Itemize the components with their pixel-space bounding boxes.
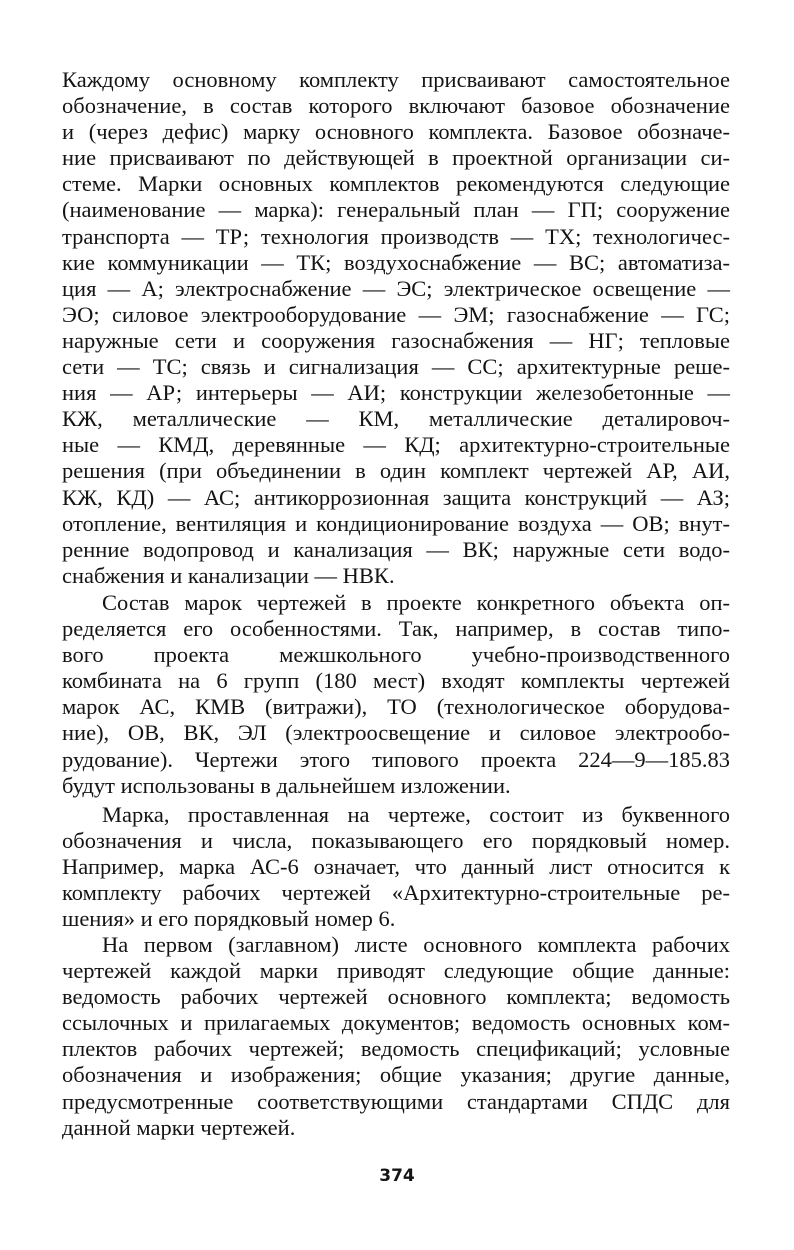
text-line: чертежей каждой марки приводят следующие общие данные: — [62, 958, 730, 984]
text-line: отопление, вентиляция и кондиционирование воздуха — ОВ; внут- — [62, 510, 730, 536]
text-line: ние), ОВ, ВК, ЭЛ (электроосвещение и силовое электрообо- — [62, 720, 730, 746]
text-line: обозначения и изображения; общие указания; другие данные, — [62, 1062, 730, 1088]
text-line: обозначение, в состав которого включают базовое обозначение — [62, 93, 730, 119]
text-line: Например, марка АС-6 означает, что данный лист относится к — [62, 854, 730, 880]
text-line: На первом (заглавном) листе основного комплекта рабочих — [102, 932, 730, 957]
text-line: предусмотренные соответствующими стандартами СПДС для — [62, 1088, 730, 1114]
text-line: транспорта — ТР; технология производств — ТХ; технологичес- — [62, 223, 730, 249]
text-line: шения» и его порядковый номер 6. — [62, 906, 396, 932]
text-line: сети — ТС; связь и сигнализация — СС; архитектурные реше- — [62, 354, 730, 380]
text-line: решения (при объединении в один комплект чертежей АР, АИ, — [62, 458, 730, 484]
text-line: ные — КМД, деревянные — КД; архитектурно-строительные — [62, 432, 730, 458]
text-line: снабжения и канализации — НВК. — [62, 562, 395, 588]
text-line: ЭО; силовое электрооборудование — ЭМ; газоснабжение — ГС; — [62, 301, 730, 327]
text-line: кие коммуникации — ТК; воздухоснабжение — ВС; автоматиза- — [62, 249, 730, 275]
paragraph-3 — [62, 802, 730, 932]
text-line: КЖ, КД) — АС; антикоррозионная защита конструкций — АЗ; — [62, 484, 730, 510]
text-line: ренние водопровод и канализация — ВК; наружные сети водо- — [62, 536, 730, 562]
paragraph-1 — [62, 67, 730, 589]
text-line: ределяется его особенностями. Так, например, в состав типо- — [62, 616, 730, 642]
page-number: 374 — [379, 1166, 415, 1186]
text-line: обозначения и числа, показывающего его порядковый номер. — [62, 828, 730, 854]
text-line: данной марки чертежей. — [62, 1114, 296, 1140]
text-line: вого проекта межшкольного учебно-производственного — [62, 642, 730, 668]
text-line: ведомость рабочих чертежей основного комплекта; ведомость — [62, 984, 730, 1010]
text-line: Каждому основному комплекту присваивают самостоятельное — [62, 67, 730, 92]
text-line: ссылочных и прилагаемых документов; ведомость основных ком- — [62, 1010, 730, 1036]
text-line: стеме. Марки основных комплектов рекомендуются следующие — [62, 171, 730, 197]
text-line: комбината на 6 групп (180 мест) входят комплекты чертежей — [62, 668, 730, 694]
text-line: марок АС, КМВ (витражи), ТО (технологическое оборудова- — [62, 694, 730, 720]
text-line: (наименование — марка): генеральный план — ГП; сооружение — [62, 197, 730, 223]
text-line: и (через дефис) марку основного комплекта. Базовое обозначе- — [62, 119, 730, 145]
text-line: ция — А; электроснабжение — ЭС; электрическое освещение — — [62, 275, 730, 301]
text-line: наружные сети и сооружения газоснабжения — НГ; тепловые — [62, 327, 730, 353]
text-line: ния — АР; интерьеры — АИ; конструкции железобетонные — — [62, 380, 730, 406]
text-line: будут использованы в дальнейшем изложении. — [62, 772, 511, 798]
text-line: КЖ, металлические — КМ, металлические деталировоч- — [62, 406, 730, 432]
text-line: ние присваивают по действующей в проектной организации си- — [62, 145, 730, 171]
text-line: рудование). Чертежи этого типового проекта 224—9—185.83 — [62, 746, 730, 772]
text-line: Состав марок чертежей в проекте конкретного объекта оп- — [102, 590, 730, 615]
text-line: комплекту рабочих чертежей «Архитектурно-строительные ре- — [62, 880, 730, 906]
paragraph-4 — [62, 932, 730, 1141]
paragraph-2 — [62, 590, 730, 799]
text-line: плектов рабочих чертежей; ведомость спецификаций; условные — [62, 1036, 730, 1062]
text-line: Марка, проставленная на чертеже, состоит из буквенного — [102, 802, 730, 827]
